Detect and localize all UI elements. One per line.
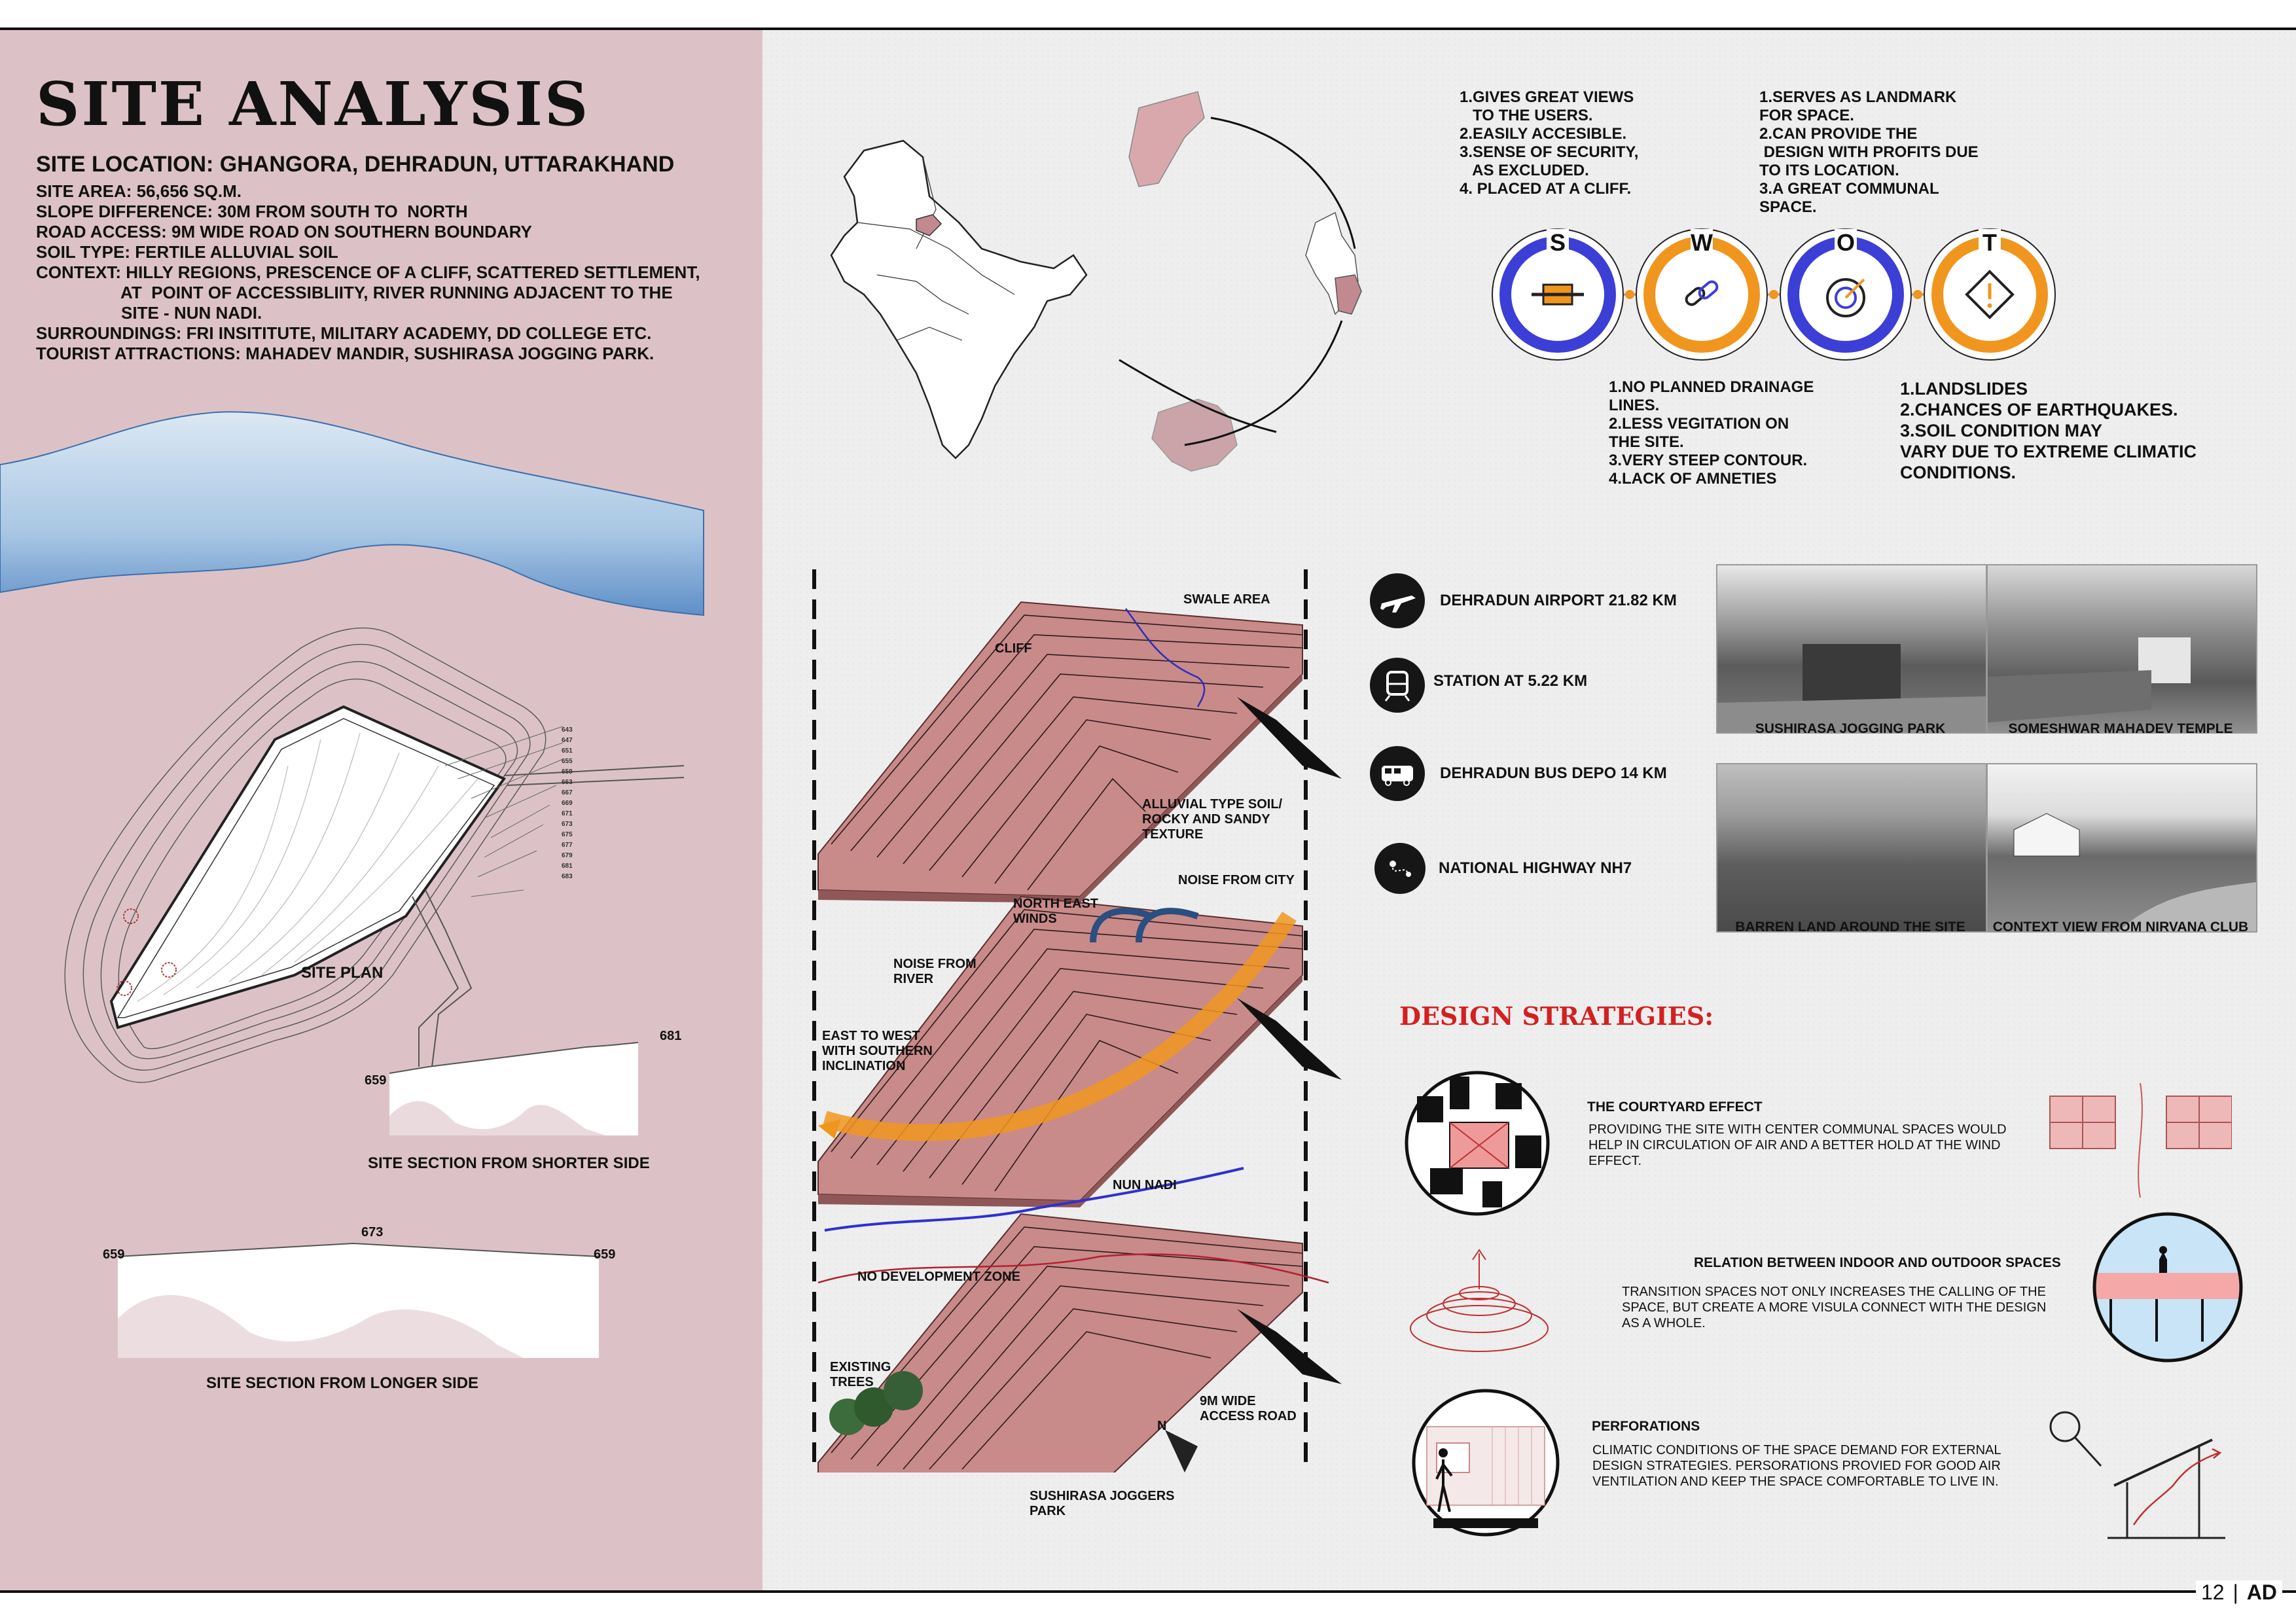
indoor-outdoor-title: RELATION BETWEEN INDOOR AND OUTDOOR SPACES — [1694, 1255, 2061, 1270]
ventilation-sun-icon — [2049, 1400, 2245, 1544]
swot-o-letter: O — [1835, 229, 1857, 257]
perforations-diagram — [1407, 1387, 1564, 1538]
long-section-left-level: 659 — [103, 1247, 125, 1262]
long-section-drawing — [118, 1240, 602, 1361]
cliff-label: CLIFF — [995, 641, 1032, 656]
perforations-title: PERFORATIONS — [1592, 1419, 1700, 1434]
short-section-left-level: 659 — [365, 1073, 387, 1088]
photo-mahadev-temple — [1986, 564, 2257, 734]
noise-city-label: NOISE FROM CITY — [1178, 873, 1295, 887]
design-strategies-title: DESIGN STRATEGIES: — [1399, 1001, 1714, 1031]
short-section-label: SITE SECTION FROM SHORTER SIDE — [368, 1154, 650, 1172]
studio-logo: AD — [2246, 1580, 2277, 1604]
swot-strengths: 1.GIVES GREAT VIEWS TO THE USERS. 2.EASILY ACCESIBLE. 3.SENSE OF SECURITY, AS EXCLUDED. 4. PLACED AT A CLIFF. — [1460, 88, 1639, 198]
indoor-outdoor-diagram — [2091, 1211, 2245, 1364]
indoor-outdoor-body: TRANSITION SPACES NOT ONLY INCREASES THE CALLING OF THE SPACE, BUT CREATE A MORE VISULA CONNECT WITH THE DESIGN AS A WHOLE. — [1622, 1285, 2047, 1330]
contour-label: 681 — [562, 863, 573, 870]
terrain-analysis-diagram — [805, 563, 1361, 1472]
long-section-mid-level: 673 — [361, 1225, 384, 1240]
contour-label: 643 — [562, 726, 573, 734]
contour-label: 667 — [562, 789, 573, 796]
no-development-zone-label: NO DEVELOPMENT ZONE — [857, 1270, 1020, 1284]
soil-type-label: ALLUVIAL TYPE SOIL/ ROCKY AND SANDY TEXTURE — [1142, 797, 1283, 842]
site-plan-label: SITE PLAN — [301, 964, 384, 982]
contour-label: 651 — [562, 747, 573, 755]
photo-barren-land — [1716, 763, 1987, 933]
site-location: SITE LOCATION: GHANGORA, DEHRADUN, UTTARAKHAND — [36, 152, 675, 177]
distance-bus-depo: DEHRADUN BUS DEPO 14 KM — [1440, 764, 1667, 782]
access-road-label: 9M WIDE ACCESS ROAD — [1200, 1394, 1297, 1423]
airplane-icon — [1370, 573, 1425, 628]
page-number-box: 12 | AD — [2196, 1580, 2282, 1605]
contour-label: 683 — [562, 873, 573, 880]
swot-s-letter: S — [1547, 229, 1569, 257]
swot-w-letter: W — [1691, 229, 1713, 256]
photo-nirvana-club — [1986, 763, 2257, 933]
transition-spaces-icon — [1407, 1243, 1558, 1355]
caption-barren-land: BARREN LAND AROUND THE SITE — [1735, 919, 1965, 935]
train-icon — [1370, 658, 1425, 713]
bottom-frame-line — [0, 1590, 2296, 1593]
north-east-winds-label: NORTH EAST WINDS — [1013, 897, 1098, 926]
perforations-body: CLIMATIC CONDITIONS OF THE SPACE DEMAND FOR EXTERNAL DESIGN STRATEGIES. PERSORATIONS PROVIED FOR GOOD AIR VENTILATION AND KEEP THE SPACE COMFORTABLE TO LIVE IN. — [1592, 1443, 2001, 1489]
contour-label: 679 — [562, 852, 573, 859]
joggers-park-label: SUSHIRASA JOGGERS PARK — [1030, 1489, 1175, 1518]
page-number: 12 — [2201, 1580, 2225, 1604]
short-section-right-level: 681 — [660, 1029, 682, 1043]
swot-weaknesses: 1.NO PLANNED DRAINAGE LINES. 2.LESS VEGITATION ON THE SITE. 3.VERY STEEP CONTOUR. 4.LACK OF AMNETIES — [1609, 378, 1814, 488]
long-section-right-level: 659 — [594, 1247, 616, 1262]
distance-station: STATION AT 5.22 KM — [1433, 672, 1588, 690]
contour-label: 675 — [562, 831, 573, 838]
courtyard-body: PROVIDING THE SITE WITH CENTER COMMUNAL SPACES WOULD HELP IN CIRCULATION OF AIR AND A BETTER HOLD AT THE WIND EFFECT. — [1588, 1122, 2007, 1168]
north-arrow-label: N — [1157, 1419, 1167, 1433]
noise-river-label: NOISE FROM RIVER — [893, 957, 977, 986]
contour-label: 663 — [562, 779, 573, 786]
long-section-label: SITE SECTION FROM LONGER SIDE — [206, 1374, 479, 1392]
site-details: SITE AREA: 56,656 SQ.M. SLOPE DIFFERENCE: 30M FROM SOUTH TO NORTH ROAD ACCESS: 9M WIDE ROAD ON SOUTHERN BOUNDARY SOIL TYPE: FERTILE ALLUVIAL SOIL CONTEXT: HILLY REGIONS, PRESCENCE OF A CLIFF, SCATTERED SETTLEMENT, AT POINT OF ACCESSIBLIITY, RIVER RUNNING ADJACENT TO THE SITE - NUN NADI. SURROUNDINGS: FRI INSITITUTE, MILITARY ACADEMY, DD COLLEGE ETC. TOURIST ATTRACTIONS: MAHADEV MANDIR, SUSHIRASA JOGGING PARK. — [36, 181, 700, 363]
sun-path-label: EAST TO WEST WITH SOUTHERN INCLINATION — [822, 1029, 933, 1073]
caption-mahadev-temple: SOMESHWAR MAHADEV TEMPLE — [2008, 721, 2233, 736]
terrain-block-top — [818, 602, 1342, 903]
bus-icon — [1370, 746, 1425, 801]
swot-threats: 1.LANDSLIDES 2.CHANCES OF EARTHQUAKES. 3.SOIL CONDITION MAY VARY DUE TO EXTREME CLIMATIC CONDITIONS. — [1900, 379, 2197, 482]
swale-area-label: SWALE AREA — [1183, 592, 1270, 607]
site-plan-drawing — [26, 609, 713, 1106]
contour-label-group — [562, 725, 573, 882]
caption-jogging-park: SUSHIRASA JOGGING PARK — [1755, 721, 1946, 736]
courtyard-blocks-icon — [2049, 1083, 2232, 1201]
distance-highway: NATIONAL HIGHWAY NH7 — [1439, 859, 1632, 877]
contour-label: 655 — [562, 758, 573, 765]
distance-airport: DEHRADUN AIRPORT 21.82 KM — [1440, 592, 1677, 609]
contour-label: 673 — [562, 821, 573, 828]
short-section-drawing — [389, 1037, 677, 1139]
contour-label: 647 — [562, 737, 573, 744]
terrain-block-bottom — [818, 1214, 1342, 1472]
courtyard-diagram — [1404, 1070, 1551, 1217]
contour-label: 669 — [562, 800, 573, 807]
courtyard-title: THE COURTYARD EFFECT — [1587, 1099, 1763, 1115]
route-icon — [1374, 843, 1426, 894]
existing-trees-label: EXISTING TREES — [830, 1360, 891, 1389]
contour-label: 659 — [562, 768, 573, 776]
caption-nirvana-club: CONTEXT VIEW FROM NIRVANA CLUB — [1992, 919, 2249, 935]
location-map — [818, 79, 1394, 524]
swot-opportunities: 1.SERVES AS LANDMARK FOR SPACE. 2.CAN PROVIDE THE DESIGN WITH PROFITS DUE TO ITS LOCATION. 3.A GREAT COMMUNAL SPACE. — [1759, 88, 1979, 216]
nun-nadi-label: NUN NADI — [1113, 1178, 1177, 1192]
page-title: SITE ANALYSIS — [36, 69, 590, 139]
river-illustration — [0, 406, 707, 622]
contour-label: 671 — [562, 810, 573, 817]
contour-label: 677 — [562, 842, 573, 849]
swot-t-letter: T — [1979, 229, 2001, 257]
photo-jogging-park — [1716, 564, 1987, 734]
